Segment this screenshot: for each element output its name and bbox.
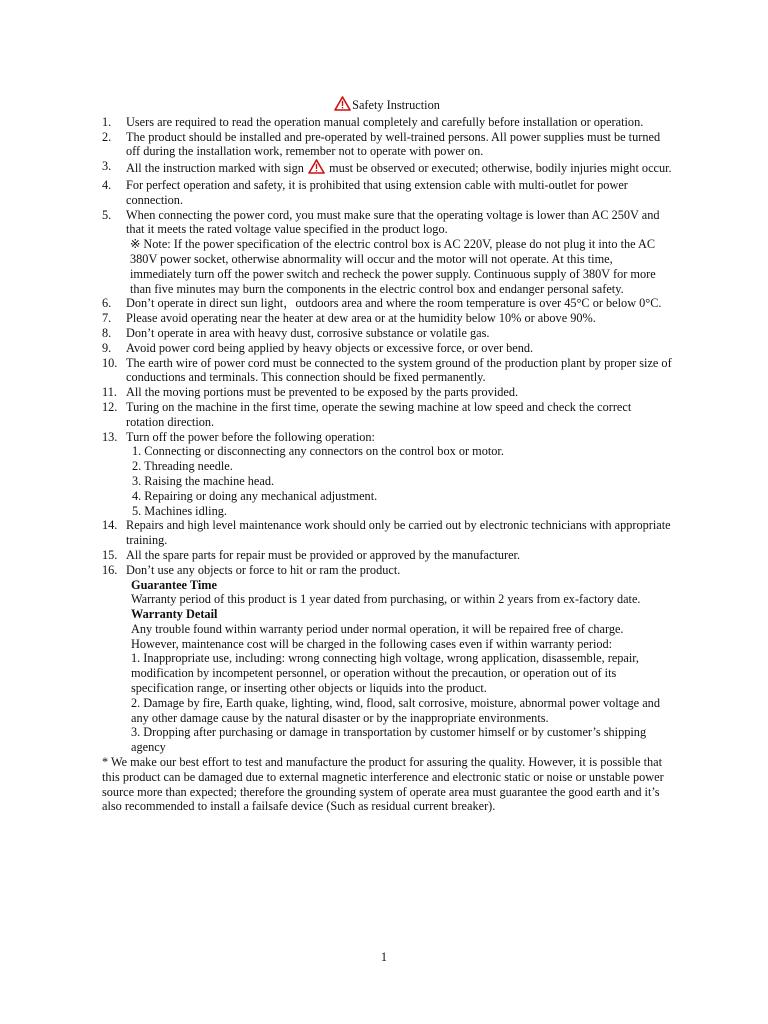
item-number: 4. xyxy=(102,177,112,192)
sub-item: 5. Machines idling. xyxy=(132,503,227,518)
page-number: 1 xyxy=(380,950,388,964)
item-number: 1. xyxy=(102,114,112,129)
sub-item: 2. Threading needle. xyxy=(132,459,233,474)
item-number: 7. xyxy=(102,311,112,326)
item-text: All the instruction marked with sign xyxy=(126,161,304,176)
list-item xyxy=(102,341,672,356)
document-body xyxy=(102,96,672,814)
warranty-case: 2. Damage by fire, Earth quake, lighting, wind, flood, salt corrosive, moisture, abnormal power voltage and any other damage cause by the natural disaster or by the inappropriate environments. xyxy=(131,695,660,725)
item-text: All the spare parts for repair must be provided or approved by the manufacturer. xyxy=(126,547,521,562)
list-item xyxy=(102,311,672,326)
warranty-case: 3. Dropping after purchasing or damage in transportation by customer himself or by customer’s shipping agency xyxy=(131,725,647,755)
warranty-intro: Any trouble found within warranty period under normal operation, it will be repaired free of charge. However, maintenance cost will be charged in the following cases even if within warranty period: xyxy=(131,621,624,651)
list-item xyxy=(102,115,672,130)
item-number: 2. xyxy=(102,129,112,144)
item-text: Don’t use any objects or force to hit or ram the product. xyxy=(126,562,401,577)
guarantee-text: Warranty period of this product is 1 year dated from purchasing, or within 2 years from ex-factory date. xyxy=(131,592,641,607)
list-item xyxy=(102,130,672,160)
item-number: 14. xyxy=(102,518,118,533)
warranty-case: 1. Inappropriate use, including: wrong connecting high voltage, wrong application, disassemble, repair, modification by incompetent personnel, or operation without the precaution, or operation out of its specification range, or inserting other objects or liquids into the product. xyxy=(131,651,639,696)
list-item xyxy=(102,400,672,430)
list-item xyxy=(102,326,672,341)
warning-triangle-icon xyxy=(334,96,351,115)
warranty-heading: Warranty Detail xyxy=(131,607,218,622)
list-item xyxy=(102,518,672,548)
item-text: The earth wire of power cord must be connected to the system ground of the production plant by proper size of conductions and terminals. This connection should be fixed permanently. xyxy=(126,355,672,385)
footnote: * We make our best effort to test and manufacture the product for assuring the quality. However, it is possible that this product can be damaged due to external magnetic interference and electronic static or noise or unstable power source more than expected; therefore the grounding system of operate area must guarantee the good earth and it’s also recommended to install a failsafe device (Such as residual current breaker). xyxy=(102,755,664,814)
item-number: 3. xyxy=(102,159,112,174)
sub-item: 1. Connecting or disconnecting any connectors on the control box or motor. xyxy=(132,444,504,459)
item-text: The product should be installed and pre-operated by well-trained persons. All power supplies must be turned off during the installation work, remember not to operate with power on. xyxy=(126,129,661,159)
list-item xyxy=(102,548,672,563)
list-item xyxy=(102,296,672,311)
list-item xyxy=(102,178,672,208)
item-text: Turing on the machine in the first time, operate the sewing machine at low speed and check the correct rotation direction. xyxy=(126,399,632,429)
item-text: Don’t operate in direct sun light，outdoors area and where the room temperature is over 45°C or below 0°C. xyxy=(126,296,662,311)
item-number: 8. xyxy=(102,325,112,340)
item-number: 11. xyxy=(102,385,117,400)
item-text: Turn off the power before the following operation: xyxy=(126,429,375,444)
item-text: Please avoid operating near the heater at dew area or at the humidity below 10% or above 90%. xyxy=(126,311,596,326)
item-number: 16. xyxy=(102,562,118,577)
safety-list xyxy=(102,115,672,578)
item-text: Avoid power cord being applied by heavy objects or excessive force, or over bend. xyxy=(126,340,534,355)
item-text: For perfect operation and safety, it is prohibited that using extension cable with multi-outlet for power connection. xyxy=(126,177,628,207)
item-text: Don’t operate in area with heavy dust, corrosive substance or volatile gas. xyxy=(126,325,490,340)
warning-triangle-icon xyxy=(308,159,325,178)
item-text: Users are required to read the operation manual completely and carefully before installation or operation. xyxy=(126,114,644,129)
page-title xyxy=(102,96,672,115)
list-item xyxy=(102,356,672,386)
item-text: When connecting the power cord, you must make sure that the operating voltage is lower than AC 250V and that it meets the rated voltage value specified in the product logo. xyxy=(126,207,660,237)
sub-item: 3. Raising the machine head. xyxy=(132,473,275,488)
item-text-continued: must be observed or executed; otherwise, bodily injuries might occur. xyxy=(329,161,672,176)
item-number: 6. xyxy=(102,296,112,311)
list-item xyxy=(102,563,672,578)
sub-item: 4. Repairing or doing any mechanical adjustment. xyxy=(132,488,378,503)
list-item xyxy=(102,159,672,178)
item-text: All the moving portions must be prevented to be exposed by the parts provided. xyxy=(126,385,519,400)
title-text: Safety Instruction xyxy=(352,98,440,112)
item-number: 13. xyxy=(102,429,118,444)
item-text: Repairs and high level maintenance work should only be carried out by electronic technicians with appropriate training. xyxy=(126,518,671,548)
voltage-note: ※ Note: If the power specification of the electric control box is AC 220V, please do not plug it into the AC 380V power socket, otherwise abnormality will occur and the motor will not operate. At this time, immediately turn off the power switch and recheck the power supply. Continuous supply of 380V for more than five minutes may burn the components in the electric control box and endanger personal safety. xyxy=(130,237,656,296)
list-item xyxy=(102,430,672,519)
list-item xyxy=(102,385,672,400)
item-number: 12. xyxy=(102,399,118,414)
item-number: 15. xyxy=(102,547,118,562)
item-number: 5. xyxy=(102,207,112,222)
item-number: 9. xyxy=(102,340,112,355)
guarantee-section xyxy=(102,578,672,756)
guarantee-heading: Guarantee Time xyxy=(131,577,217,592)
item-number: 10. xyxy=(102,355,118,370)
list-item xyxy=(102,208,672,297)
